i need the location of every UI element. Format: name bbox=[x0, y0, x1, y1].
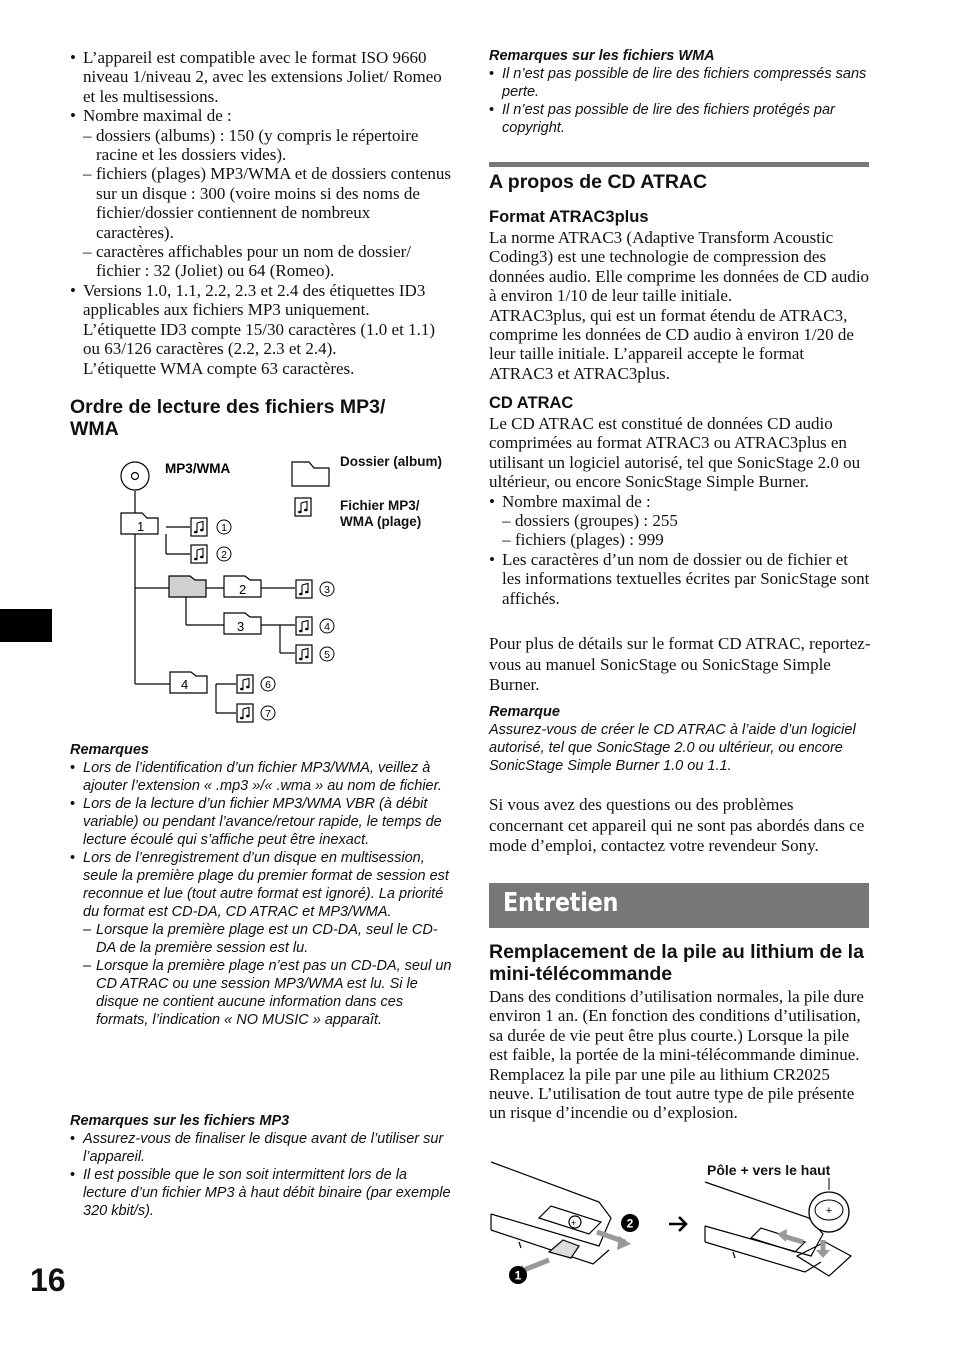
remarque-text: Assurez-vous de créer le CD ATRAC à l’aide d’un logiciel autorisé, tel que SonicStage 2.0 ou ultérieur, ou encore SonicStage Simple Burner 1.0 ou 1.1. bbox=[489, 722, 856, 774]
wma-tag-line: L’étiquette WMA compte 63 caractères. bbox=[83, 358, 355, 378]
track-number-4: 4 bbox=[324, 621, 330, 633]
track-7-icon bbox=[237, 704, 253, 722]
cdatrac-paragraph: Le CD ATRAC est constitué de données CD audio comprimées au format ATRAC3 ou ATRAC3plus en utilisant un logiciel autorisé, tel que SonicStage 2.0 ou ultérieur, ou encore SonicStage Simple Burner. bbox=[489, 414, 861, 492]
arrow-step-2-head bbox=[617, 1236, 631, 1250]
cdatrac-heading: CD ATRAC bbox=[489, 394, 574, 412]
mp3-note-bitrate: • Il est possible que le son soit intermittent lors de la lecture d’un fichier MP3 à haut débit binaire (par exemple 320 kbit/s). bbox=[70, 1166, 452, 1220]
mp3-note-finalize: • Assurez-vous de finaliser le disque avant de l’utiliser sur l’appareil. bbox=[70, 1130, 452, 1166]
tree-lines bbox=[135, 491, 295, 713]
legend-folder-icon bbox=[292, 462, 329, 486]
format-paragraph-1: La norme ATRAC3 (Adaptive Transform Acoustic Coding3) est une technologie de compression des données audio. Elle comprime les données de CD audio à environ 1/10 de leur taille initiale. bbox=[489, 228, 870, 306]
folder-current-icon bbox=[169, 576, 206, 597]
svg-text:+: + bbox=[825, 1205, 833, 1217]
remote-left-illustration bbox=[491, 1162, 611, 1264]
track-number-3: 3 bbox=[324, 584, 330, 596]
remarques-title: Remarques bbox=[70, 742, 149, 758]
remarque-vbr: • Lors de la lecture d’un fichier MP3/WMA VBR (à débit variable) ou pendant l’avance/retour rapide, le temps de lecture écoulé qui s’affiche peut être inexact. bbox=[70, 795, 452, 849]
track-4-icon bbox=[296, 617, 312, 635]
legend-file-icon bbox=[295, 498, 311, 516]
format-specs bbox=[70, 48, 452, 378]
track-number-6: 6 bbox=[265, 679, 271, 691]
folder-label-1: 1 bbox=[137, 519, 145, 534]
dash-folders: – dossiers (albums) : 150 (y compris le répertoire racine et les dossiers vides). bbox=[83, 125, 419, 165]
track-number-7: 7 bbox=[265, 708, 271, 720]
remarque-dash-nomusic: – Lorsque la première plage n’est pas un CD-DA, seul un CD ATRAC ou une session MP3/WMA est lu. Si le disque ne contient aucune information dans ces formats, l’indication « NO MUSIC » apparaît. bbox=[83, 958, 452, 1028]
entretien-banner bbox=[489, 883, 869, 928]
pole-up-label: Pôle + vers le haut bbox=[707, 1162, 831, 1178]
questions-paragraph: Si vous avez des questions ou des problèmes concernant cet appareil qui ne sont pas abordés dans ce mode d’emploi, contactez votre revendeur Sony. bbox=[489, 795, 865, 855]
remarque-dash-cdda: – Lorsque la première plage est un CD-DA, seul le CD-DA de la première session est lu. bbox=[83, 922, 438, 956]
track-number-5: 5 bbox=[324, 649, 330, 661]
wma-notes-block bbox=[489, 47, 871, 137]
track-number-2: 2 bbox=[221, 549, 227, 561]
remarques-block bbox=[70, 741, 452, 1029]
details-paragraph: Pour plus de détails sur le format CD ATRAC, reportez-vous au manuel SonicStage ou SonicStage Simple Burner. bbox=[489, 634, 871, 694]
root-label: MP3/WMA bbox=[165, 461, 231, 476]
wma-note-copyright: • Il n’est pas possible de lire des fichiers protégés par copyright. bbox=[489, 101, 871, 137]
cdatrac-bullet-max: • Nombre maximal de : bbox=[489, 492, 871, 511]
order-heading: Ordre de lecture des fichiers MP3/ WMA bbox=[70, 396, 386, 440]
mp3-notes-title: Remarques sur les fichiers MP3 bbox=[70, 1113, 290, 1129]
mp3-notes-block bbox=[70, 1112, 452, 1220]
folder-label-3: 3 bbox=[237, 619, 245, 634]
remarque-block bbox=[489, 703, 871, 775]
bullet-id3: • Versions 1.0, 1.1, 2.2, 2.3 et 2.4 des étiquettes ID3 applicables aux fichiers MP3 uniquement. bbox=[70, 281, 452, 320]
bullet-max: • Nombre maximal de : bbox=[70, 106, 452, 125]
cdatrac-dash-groups: – dossiers (groupes) : 255 bbox=[502, 511, 678, 531]
track-6-icon bbox=[237, 675, 253, 693]
arrow-insert-left-head bbox=[777, 1229, 787, 1242]
dash-files: – fichiers (plages) MP3/WMA et de dossiers contenus sur un disque : 300 (voire moins si des noms de fichier/dossier contiennent de nombreux caractères). bbox=[83, 164, 452, 242]
legend-folder-label: Dossier (album) bbox=[340, 454, 443, 469]
section-tab-marker bbox=[0, 609, 52, 642]
step-2-badge bbox=[621, 1214, 639, 1232]
svg-text:1: 1 bbox=[514, 1268, 522, 1283]
folder-label-2: 2 bbox=[239, 582, 247, 597]
legend-file-label: Fichier MP3/ WMA (plage) bbox=[340, 498, 422, 529]
playback-order-diagram bbox=[70, 446, 452, 736]
remarque-title: Remarque bbox=[489, 704, 560, 720]
wma-note-lossless: • Il n’est pas possible de lire des fichiers compressés sans perte. bbox=[489, 65, 871, 101]
wma-notes-title: Remarques sur les fichiers WMA bbox=[489, 48, 715, 64]
dash-chars: – caractères affichables pour un nom de dossier/ fichier : 32 (Joliet) ou 64 (Romeo). bbox=[83, 242, 412, 281]
remarque-multisession: • Lors de l’enregistrement d’un disque en multisession, seule la première plage du premier format de session est reconnue et lue (tout autre format est ignoré). La priorité du format est CD-DA, CD ATRAC et MP3/WMA. bbox=[70, 849, 452, 921]
id3-line: L’étiquette ID3 compte 15/30 caractères (1.0 et 1.1) ou 63/126 caractères (2.2, 2.3 et 2.4). bbox=[83, 319, 435, 359]
remarque-extension: • Lors de l’identification d’un fichier MP3/WMA, veillez à ajouter l’extension « .mp3 »/« .wma » au nom de fichier. bbox=[70, 759, 452, 795]
section-rule bbox=[489, 162, 869, 167]
track-3-icon bbox=[296, 580, 312, 598]
format-heading: Format ATRAC3plus bbox=[489, 208, 649, 226]
disc-root-icon bbox=[121, 462, 149, 490]
atrac-heading: A propos de CD ATRAC bbox=[489, 171, 708, 193]
right-arrow-icon bbox=[669, 1217, 686, 1231]
svg-text:+: + bbox=[571, 1218, 577, 1228]
battery-figure bbox=[489, 1156, 871, 1292]
arrow-insert-down-head bbox=[816, 1250, 830, 1258]
cdatrac-text bbox=[489, 414, 871, 608]
bullet-iso: • L’appareil est compatible avec le format ISO 9660 niveau 1/niveau 2, avec les extensions Joliet/ Romeo et les multisessions. bbox=[70, 48, 452, 106]
folder-4-icon bbox=[170, 672, 207, 693]
lithium-battery-icon bbox=[809, 1192, 849, 1232]
cdatrac-dash-tracks: – fichiers (plages) : 999 bbox=[502, 530, 664, 550]
cdatrac-bullet-chars: • Les caractères d’un nom de dossier ou de fichier et les informations textuelles écrites par SonicStage sont affichés. bbox=[489, 550, 871, 608]
entretien-title: Entretien bbox=[503, 888, 619, 918]
diagram-svg bbox=[70, 446, 452, 736]
format-paragraph-2: ATRAC3plus, qui est un format étendu de ATRAC3, comprime les données de CD audio à environ 1/20 de leur taille initiale. L’appareil accepte le format ATRAC3 et ATRAC3plus. bbox=[489, 305, 854, 383]
folder-label-4: 4 bbox=[181, 677, 189, 692]
battery-paragraph: Dans des conditions d’utilisation normales, la pile dure environ 1 an. (En fonction des conditions d’utilisation, sa durée de vie peut être plus courte.) Lorsque la pile est faible, la portée de la mini-télécommande diminue. Remplacez la pile par une pile au lithium CR2025 neuve. L’utilisation de tout autre type de pile présente un risque d’incendie ou d’explosion. bbox=[489, 987, 864, 1123]
track-5-icon bbox=[296, 645, 312, 663]
step-1-badge bbox=[509, 1266, 527, 1284]
svg-text:2: 2 bbox=[626, 1216, 634, 1231]
page-number: 16 bbox=[30, 1262, 66, 1298]
battery-heading: Remplacement de la pile au lithium de la mini-télécommande bbox=[489, 941, 864, 985]
track-2-icon bbox=[191, 545, 207, 563]
track-1-icon bbox=[191, 518, 207, 536]
track-number-1: 1 bbox=[221, 522, 227, 534]
format-text bbox=[489, 228, 871, 383]
